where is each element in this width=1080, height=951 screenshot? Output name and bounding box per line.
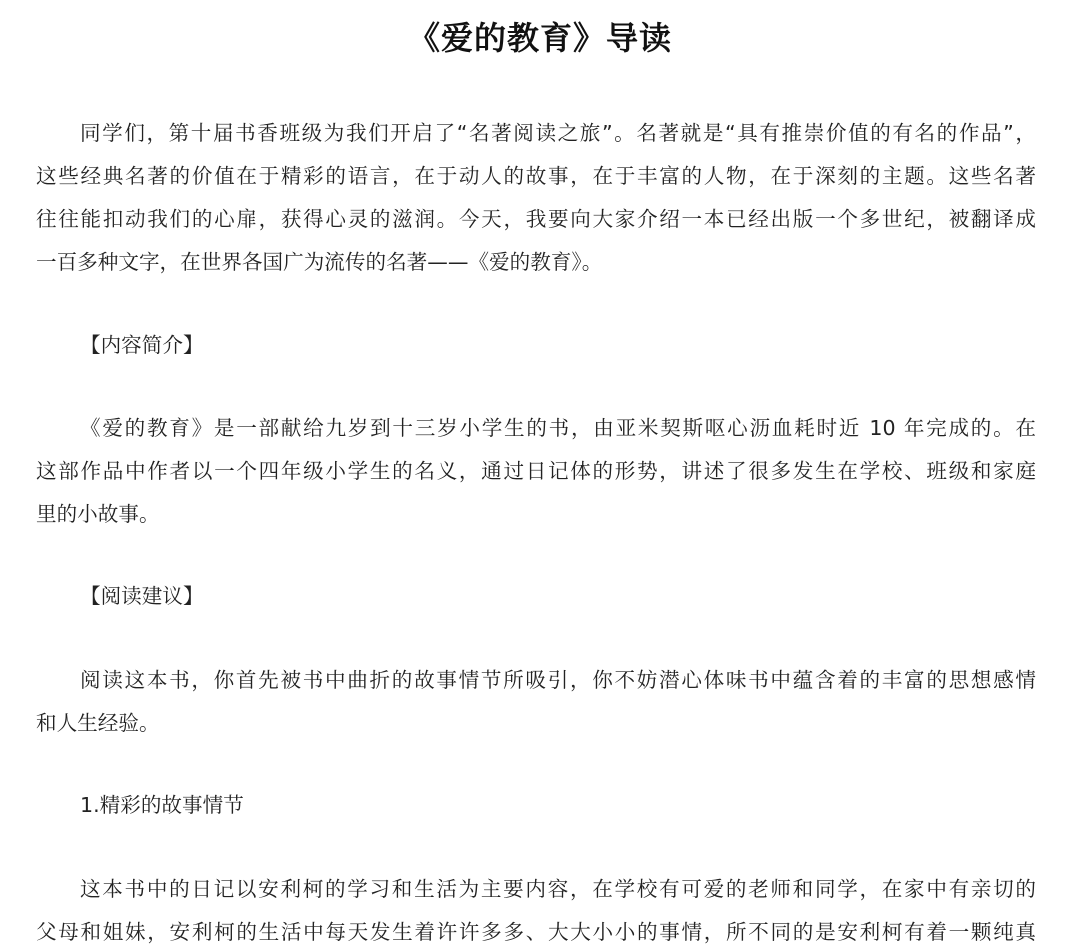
- subsection-heading-story-plot: 1.精彩的故事情节: [80, 793, 244, 817]
- section-heading-reading-advice: 【阅读建议】: [80, 584, 204, 608]
- section-heading-content-summary: 【内容简介】: [80, 333, 204, 357]
- document-title: 《爱的教育》导读: [407, 19, 672, 57]
- paragraph-line: 父母和姐妹，安利柯的生活中每天发生着许许多多、大大小小的事情，所不同的是安利柯有着一颗纯真: [36, 920, 1036, 944]
- paragraph-line: 和人生经验。: [36, 711, 160, 735]
- paragraph-line: 这本书中的日记以安利柯的学习和生活为主要内容，在学校有可爱的老师和同学，在家中有亲切的: [80, 877, 1036, 901]
- paragraph-line: 往往能扣动我们的心扉，获得心灵的滋润。今天，我要向大家介绍一本已经出版一个多世纪，被翻译成: [36, 207, 1036, 231]
- paragraph-line: 一百多种文字，在世界各国广为流传的名著——《爱的教育》。: [36, 250, 603, 274]
- paragraph-line: 同学们，第十届书香班级为我们开启了“名著阅读之旅”。名著就是“具有推崇价值的有名的作品”，: [80, 121, 1036, 145]
- paragraph-line: 这些经典名著的价值在于精彩的语言，在于动人的故事，在于丰富的人物，在于深刻的主题。这些名著: [36, 164, 1036, 188]
- paragraph-line: 这部作品中作者以一个四年级小学生的名义，通过日记体的形势，讲述了很多发生在学校、班级和家庭: [36, 459, 1036, 483]
- paragraph-line: 里的小故事。: [36, 502, 160, 526]
- paragraph-line: 阅读这本书，你首先被书中曲折的故事情节所吸引，你不妨潜心体味书中蕴含着的丰富的思想感情: [80, 668, 1036, 692]
- paragraph-line: 《爱的教育》是一部献给九岁到十三岁小学生的书，由亚米契斯呕心沥血耗时近 10 年完成的。在: [80, 416, 1036, 440]
